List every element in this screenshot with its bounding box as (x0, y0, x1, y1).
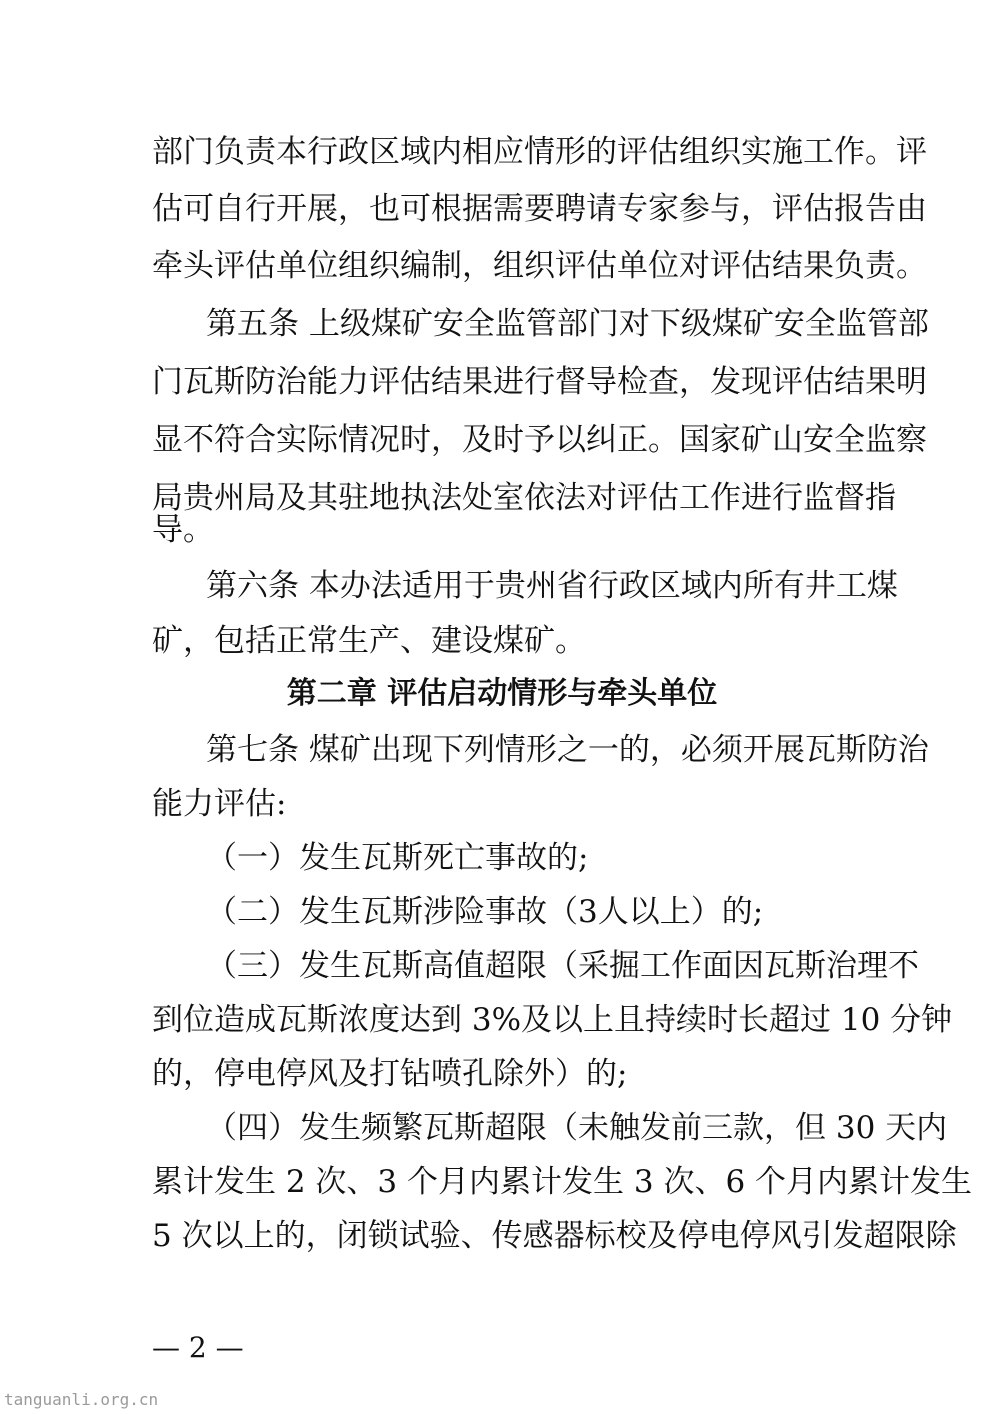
article-6-line: 第六条 本办法适用于贵州省行政区域内所有井工煤 (206, 568, 898, 604)
list-item: （一）发生瓦斯死亡事故的; (206, 840, 589, 876)
article-7-line: 第七条 煤矿出现下列情形之一的，必须开展瓦斯防治 (206, 732, 929, 768)
list-item: （三）发生瓦斯高值超限（采掘工作面因瓦斯治理不 (206, 948, 919, 984)
body-line: 估可自行开展，也可根据需要聘请专家参与，评估报告由 (152, 191, 927, 227)
body-line: 导。 (152, 512, 214, 548)
body-line: 5 次以上的，闭锁试验、传感器标校及停电停风引发超限除 (152, 1218, 957, 1254)
body-line: 门瓦斯防治能力评估结果进行督导检查，发现评估结果明 (152, 364, 927, 400)
body-line: 显不符合实际情况时，及时予以纠正。国家矿山安全监察 (152, 422, 927, 458)
body-line: 牵头评估单位组织编制，组织评估单位对评估结果负责。 (152, 248, 927, 284)
body-line: 能力评估: (152, 786, 287, 822)
article-5-line: 第五条 上级煤矿安全监管部门对下级煤矿安全监管部 (206, 306, 929, 342)
body-line: 部门负责本行政区域内相应情形的评估组织实施工作。评 (152, 134, 927, 170)
body-line: 到位造成瓦斯浓度达到 3%及以上且持续时长超过 10 分钟 (152, 1002, 953, 1038)
watermark-text: tanguanli.org.cn (4, 1390, 159, 1409)
page-number: — 2 — (152, 1331, 244, 1364)
list-item: （四）发生频繁瓦斯超限（未触发前三款，但 30 天内 (206, 1110, 948, 1146)
body-line: 局贵州局及其驻地执法处室依法对评估工作进行监督指 (152, 480, 896, 516)
chapter-heading: 第二章 评估启动情形与牵头单位 (286, 676, 718, 711)
body-line: 累计发生 2 次、3 个月内累计发生 3 次、6 个月内累计发生 (152, 1164, 973, 1200)
body-line: 的，停电停风及打钻喷孔除外）的; (152, 1056, 628, 1092)
body-line: 矿，包括正常生产、建设煤矿。 (152, 623, 586, 659)
list-item: （二）发生瓦斯涉险事故（3人以上）的; (206, 894, 764, 930)
